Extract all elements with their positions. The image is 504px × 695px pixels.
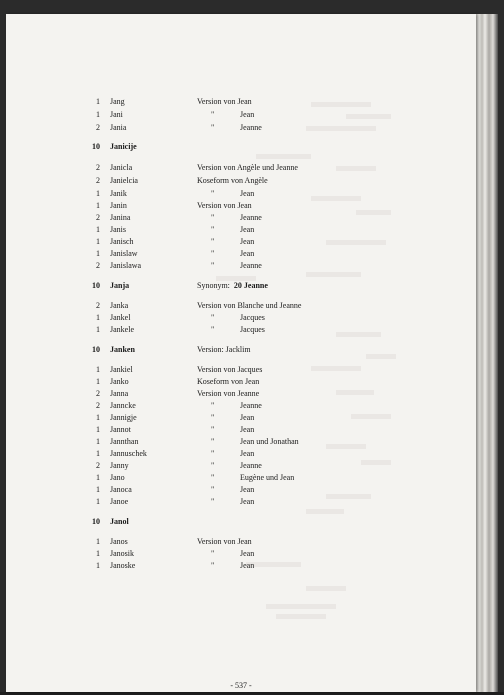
ditto-mark: " — [211, 549, 215, 558]
entry-reference: Jean und Jonathan — [240, 437, 299, 446]
entry-description — [197, 162, 298, 173]
entry-count: 1 — [96, 485, 100, 494]
entry-reference: Jean — [240, 561, 255, 570]
ditto-mark: " — [211, 497, 215, 506]
entry-name: Janncke — [110, 401, 136, 410]
entry-count: 1 — [96, 189, 100, 198]
entry-name: Jang — [110, 97, 125, 106]
entry-name: Janoske — [110, 561, 136, 570]
entry-reference: Jeanne — [240, 401, 262, 410]
entry-description-text: Version von Jean — [197, 201, 252, 210]
page-number: - 537 - — [230, 681, 252, 690]
list-row — [6, 560, 476, 571]
section-heading-row — [6, 516, 476, 527]
list-row — [6, 364, 476, 375]
entry-description-text: Koseform von Jean — [197, 377, 260, 386]
ditto-mark: " — [211, 123, 215, 132]
ditto-mark: " — [211, 189, 215, 198]
entry-name: Jano — [110, 473, 125, 482]
entry-name: Janicije — [110, 142, 137, 151]
entry-name: Jankele — [110, 325, 134, 334]
entry-name: Janina — [110, 213, 131, 222]
entry-count: 1 — [96, 249, 100, 258]
entry-reference: Jeanne — [240, 213, 262, 222]
list-row — [6, 312, 476, 323]
ditto-mark: " — [211, 401, 215, 410]
entry-name: Jankiel — [110, 365, 133, 374]
entry-description — [197, 175, 268, 186]
list-row — [6, 424, 476, 435]
entry-reference: Jacques — [240, 313, 265, 322]
entry-count: 1 — [96, 365, 100, 374]
entry-description — [197, 300, 301, 311]
entry-description-text: Version von Angèle und Jeanne — [197, 163, 298, 172]
document-page — [6, 14, 476, 692]
entry-description-text: Version von Blanche und Jeanne — [197, 301, 302, 310]
ditto-mark: " — [211, 461, 215, 470]
entry-count: 1 — [96, 377, 100, 386]
synonym-reference: 20 Jeanne — [233, 281, 268, 290]
entry-count: 2 — [96, 213, 100, 222]
entry-count: 1 — [96, 110, 100, 119]
entry-count: 1 — [96, 473, 100, 482]
section-heading-row — [6, 141, 476, 152]
list-row — [6, 536, 476, 547]
list-row — [6, 376, 476, 387]
section-heading-row — [6, 280, 476, 291]
entry-reference: Jean — [240, 449, 255, 458]
ditto-mark: " — [211, 261, 215, 270]
entry-count: 2 — [96, 401, 100, 410]
list-row — [6, 300, 476, 311]
show-through-smudge — [266, 604, 336, 609]
entry-count: 1 — [96, 425, 100, 434]
list-row — [6, 448, 476, 459]
entry-reference: Jean — [240, 110, 255, 119]
entry-name: Jannot — [110, 425, 131, 434]
entry-name: Janko — [110, 377, 129, 386]
entry-name: Janka — [110, 301, 129, 310]
ditto-mark: " — [211, 313, 215, 322]
ditto-mark: " — [211, 213, 215, 222]
entry-description — [197, 344, 251, 355]
entry-description-text: Synonym: — [197, 281, 230, 290]
list-row — [6, 324, 476, 335]
ditto-mark: " — [211, 225, 215, 234]
list-row — [6, 248, 476, 259]
entry-reference: Jean — [240, 237, 255, 246]
entry-count: 1 — [96, 225, 100, 234]
list-row — [6, 460, 476, 471]
entry-name: Janoe — [110, 497, 129, 506]
entry-name: Jannigje — [110, 413, 137, 422]
entry-count: 1 — [96, 325, 100, 334]
list-row — [6, 260, 476, 271]
entry-name: Jania — [110, 123, 127, 132]
entry-description-text: Version von Jacques — [197, 365, 263, 374]
entry-name: Janin — [110, 201, 127, 210]
entry-reference: Jeanne — [240, 261, 262, 270]
entry-count: 10 — [92, 281, 100, 290]
ditto-mark: " — [211, 413, 215, 422]
entry-reference: Jacques — [240, 325, 265, 334]
entry-count: 1 — [96, 537, 100, 546]
entry-count: 2 — [96, 163, 100, 172]
list-row — [6, 224, 476, 235]
entry-reference: Jean — [240, 549, 255, 558]
entry-name: Jannthan — [110, 437, 139, 446]
entry-name: Jannuschek — [110, 449, 147, 458]
entry-name: Janicla — [110, 163, 133, 172]
ditto-mark: " — [211, 449, 215, 458]
entry-description-text: Version von Jean — [197, 97, 252, 106]
list-row — [6, 236, 476, 247]
entry-count: 2 — [96, 123, 100, 132]
entry-count: 2 — [96, 461, 100, 470]
entry-reference: Jean — [240, 413, 255, 422]
entry-name: Janken — [110, 345, 135, 354]
list-row — [6, 109, 476, 120]
list-row — [6, 175, 476, 186]
entry-reference: Jean — [240, 425, 255, 434]
list-row — [6, 548, 476, 559]
list-row — [6, 200, 476, 211]
entry-count: 1 — [96, 237, 100, 246]
entry-name: Janislawa — [110, 261, 142, 270]
entry-count: 2 — [96, 176, 100, 185]
entry-description — [197, 376, 259, 387]
ditto-mark: " — [211, 473, 215, 482]
show-through-smudge — [276, 614, 326, 619]
list-row — [6, 388, 476, 399]
ditto-mark: " — [211, 249, 215, 258]
entry-name: Janis — [110, 225, 126, 234]
list-row — [6, 96, 476, 107]
entry-count: 1 — [96, 449, 100, 458]
ditto-mark: " — [211, 237, 215, 246]
entry-description — [197, 200, 252, 211]
section-heading-row — [6, 344, 476, 355]
entry-count: 10 — [92, 345, 100, 354]
entry-count: 1 — [96, 97, 100, 106]
entry-reference: Jean — [240, 189, 255, 198]
entry-name: Janislaw — [110, 249, 138, 258]
entry-name: Janny — [110, 461, 129, 470]
entry-count: 1 — [96, 313, 100, 322]
entry-count: 10 — [92, 142, 100, 151]
entry-description — [197, 364, 262, 375]
entry-name: Janoca — [110, 485, 132, 494]
list-row — [6, 212, 476, 223]
entry-reference: Jean — [240, 225, 255, 234]
list-row — [6, 496, 476, 507]
list-row — [6, 436, 476, 447]
list-row — [6, 484, 476, 495]
entry-description-text: Version von Jean — [197, 537, 252, 546]
entry-description — [197, 536, 252, 547]
show-through-smudge — [306, 509, 344, 514]
entry-reference: Jeanne — [240, 461, 262, 470]
show-through-smudge — [256, 154, 311, 159]
entry-count: 2 — [96, 301, 100, 310]
entry-name: Janna — [110, 389, 129, 398]
ditto-mark: " — [211, 437, 215, 446]
list-row — [6, 400, 476, 411]
list-row — [6, 162, 476, 173]
entry-reference: Jean — [240, 249, 255, 258]
entry-count: 1 — [96, 497, 100, 506]
entry-count: 1 — [96, 413, 100, 422]
ditto-mark: " — [211, 561, 215, 570]
entry-name: Janielcia — [110, 176, 138, 185]
entry-name: Janosik — [110, 549, 134, 558]
list-row — [6, 412, 476, 423]
entry-description — [197, 280, 268, 291]
ditto-mark: " — [211, 110, 215, 119]
entry-count: 1 — [96, 437, 100, 446]
list-row — [6, 472, 476, 483]
entry-count: 2 — [96, 389, 100, 398]
entry-count: 1 — [96, 561, 100, 570]
entry-count: 2 — [96, 261, 100, 270]
ditto-mark: " — [211, 325, 215, 334]
show-through-smudge — [306, 586, 346, 591]
entry-count: 1 — [96, 549, 100, 558]
entry-name: Janik — [110, 189, 127, 198]
entry-description-text: Version: Jacklim — [197, 345, 251, 354]
entry-name: Jani — [110, 110, 123, 119]
entry-description — [197, 388, 259, 399]
entry-name: Janja — [110, 281, 130, 290]
entry-reference: Eugène und Jean — [240, 473, 295, 482]
entry-description — [197, 96, 252, 107]
list-row — [6, 188, 476, 199]
entry-reference: Jean — [240, 497, 255, 506]
ditto-mark: " — [211, 425, 215, 434]
entry-name: Jankel — [110, 313, 131, 322]
entry-description-text: Version von Jeanne — [197, 389, 260, 398]
page-stack-edge — [476, 14, 498, 692]
entry-description-text: Koseform von Angèle — [197, 176, 268, 185]
entry-count: 1 — [96, 201, 100, 210]
entry-name: Janos — [110, 537, 128, 546]
ditto-mark: " — [211, 485, 215, 494]
entry-reference: Jeanne — [240, 123, 262, 132]
list-row — [6, 122, 476, 133]
entry-reference: Jean — [240, 485, 255, 494]
show-through-smudge — [306, 272, 361, 277]
entry-count: 10 — [92, 517, 100, 526]
entry-name: Janisch — [110, 237, 134, 246]
entry-name: Janol — [110, 517, 129, 526]
